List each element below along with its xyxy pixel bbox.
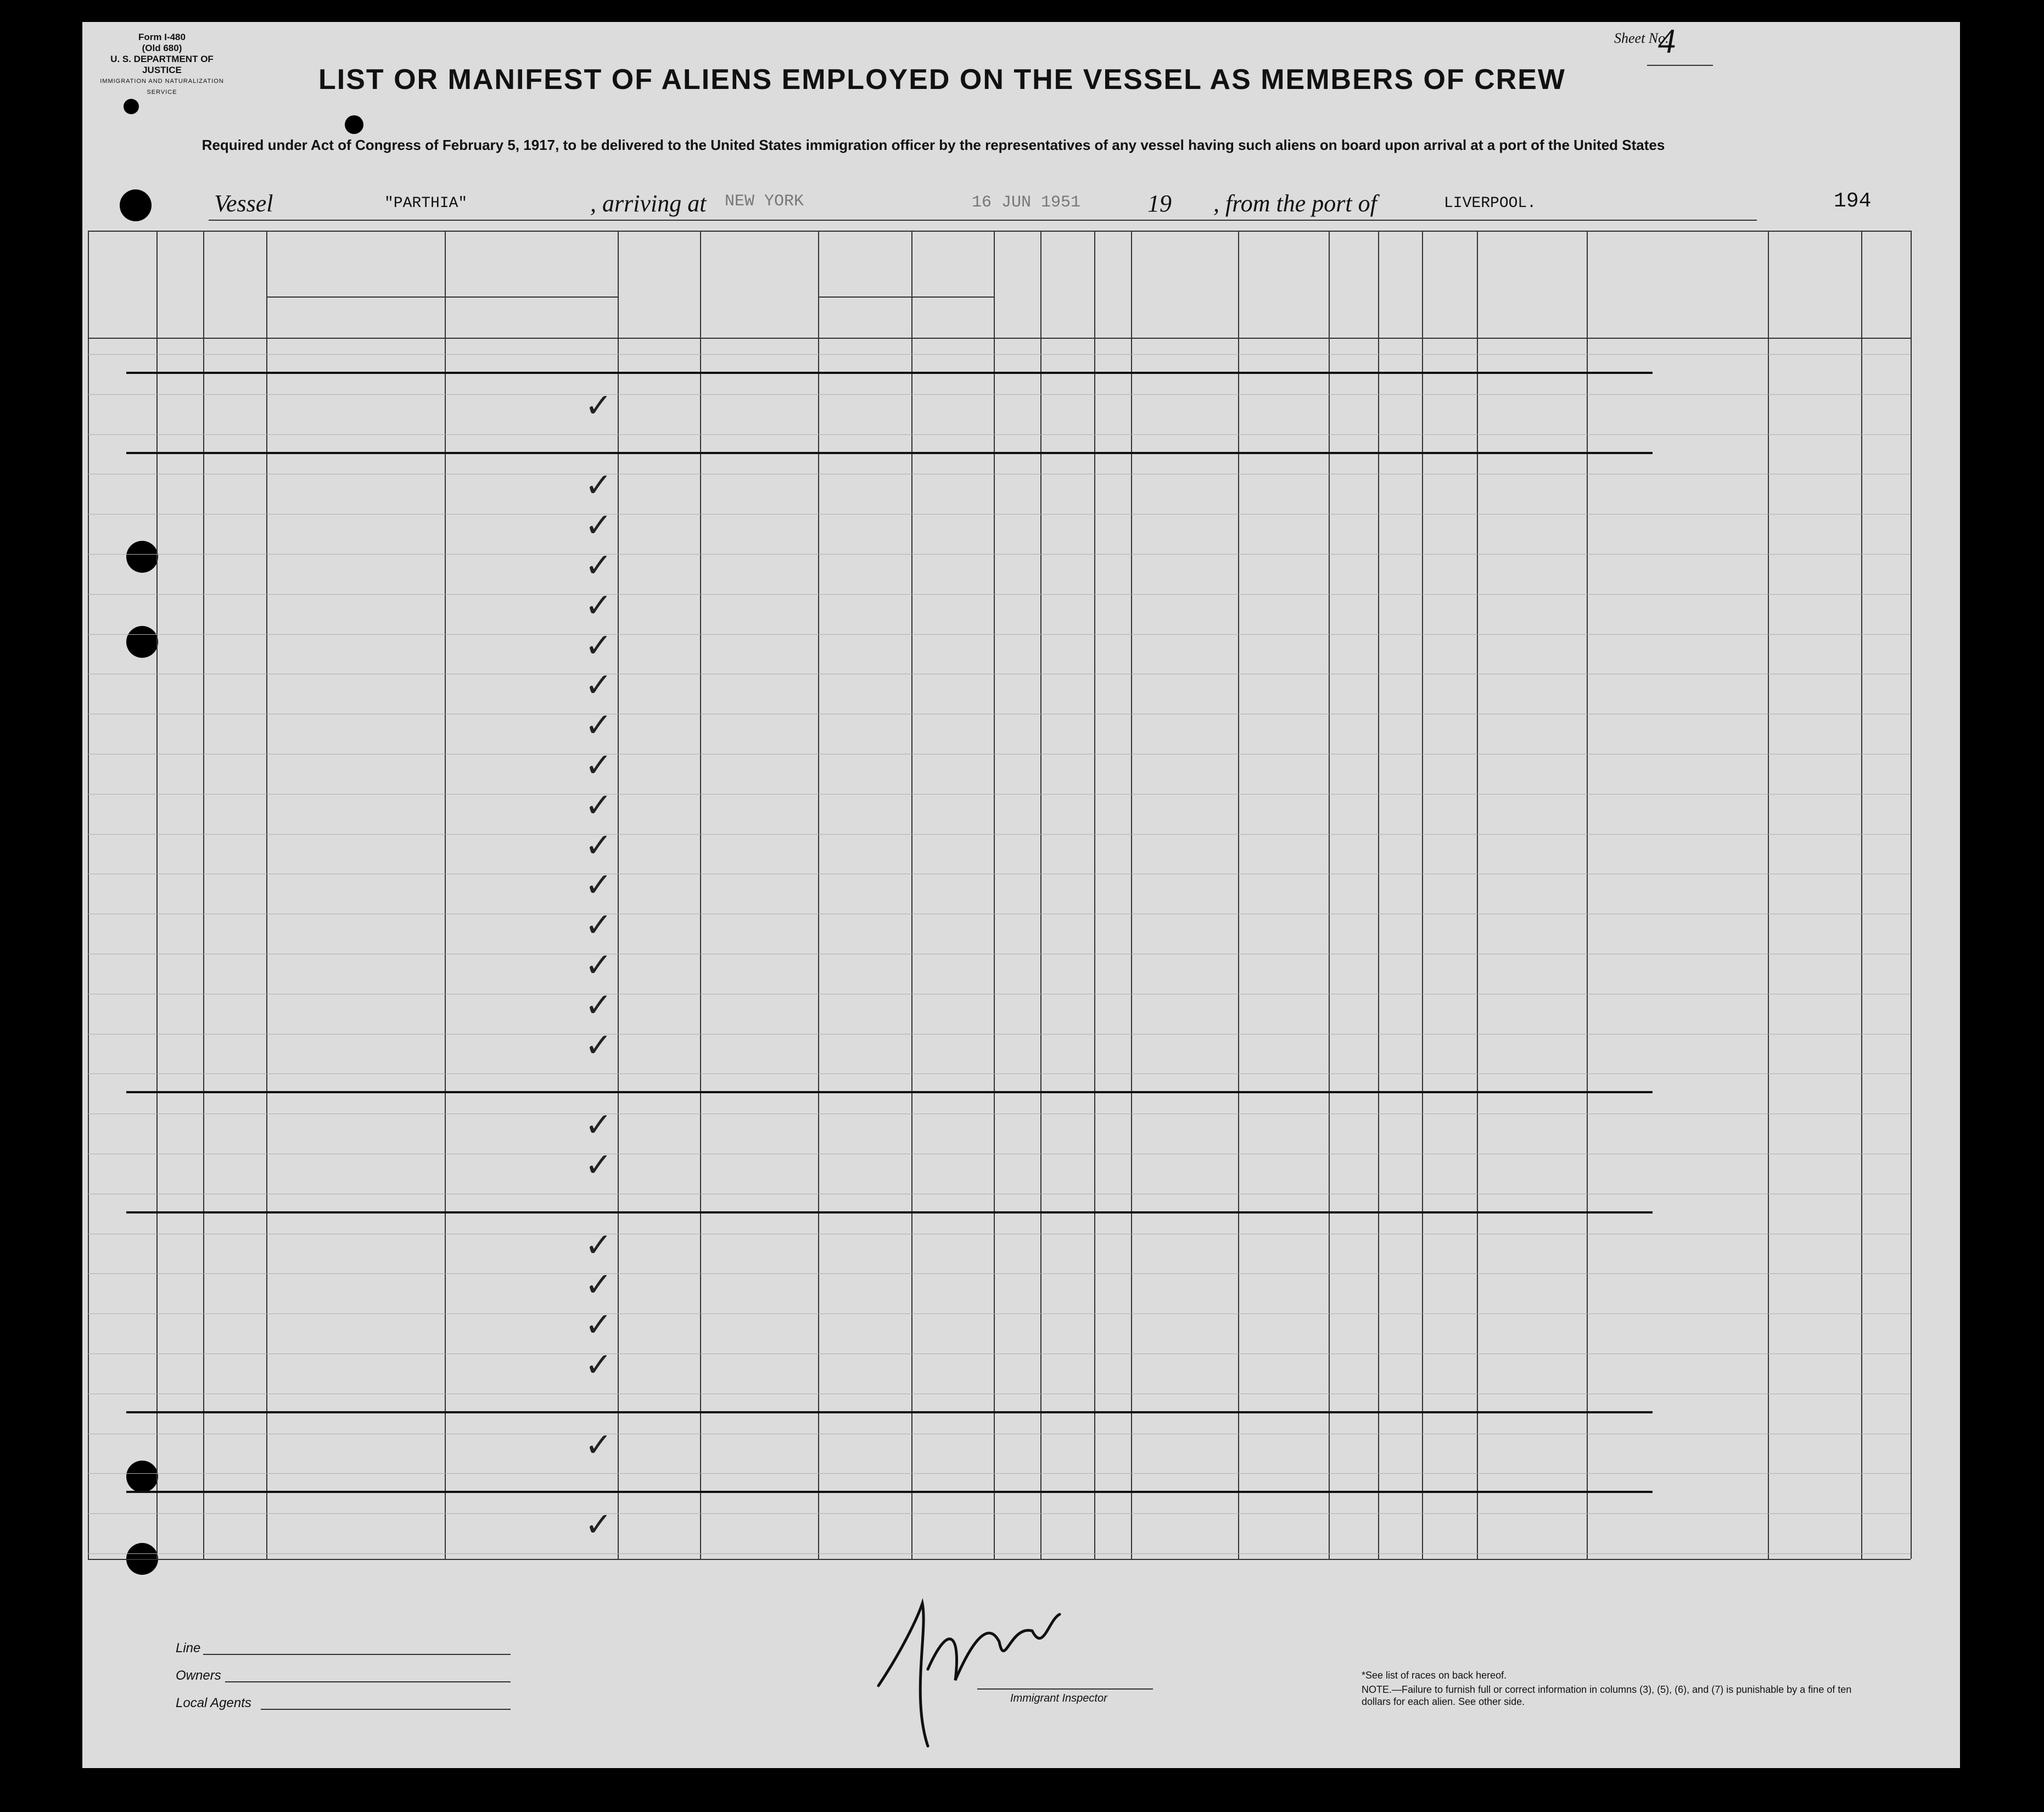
arriving-port: NEW YORK xyxy=(725,192,804,211)
table-header-border xyxy=(88,338,1911,339)
punch-hole xyxy=(126,541,158,573)
vessel-label: Vessel xyxy=(214,190,273,217)
row-rule xyxy=(88,794,1911,795)
column-divider xyxy=(1861,231,1862,1559)
check-mark: ✓ xyxy=(585,666,613,705)
column-divider xyxy=(266,231,267,1559)
form-number: Form I-480 xyxy=(138,32,186,42)
row-rule xyxy=(88,634,1911,635)
manifest-sheet xyxy=(82,22,1960,1768)
race-footnote: *See list of races on back hereof. xyxy=(1362,1670,1507,1681)
column-divider xyxy=(1238,231,1239,1559)
check-mark: ✓ xyxy=(585,1506,613,1545)
vessel-name: "PARTHIA" xyxy=(384,195,468,212)
form-identifier xyxy=(96,32,228,98)
check-mark: ✓ xyxy=(585,986,613,1025)
row-rule xyxy=(88,1273,1911,1274)
strike-line xyxy=(126,1411,1653,1413)
column-divider xyxy=(1768,231,1769,1559)
punch-hole xyxy=(124,99,139,114)
row-rule xyxy=(88,834,1911,835)
owners-underline xyxy=(225,1681,511,1682)
column-divider xyxy=(1587,231,1588,1559)
arriving-label: , arriving at xyxy=(590,190,707,217)
vessel-underline xyxy=(209,220,1757,221)
row-rule xyxy=(88,1513,1911,1514)
year-label: 19 xyxy=(1147,190,1172,217)
check-mark: ✓ xyxy=(585,746,613,785)
column-divider xyxy=(1131,231,1132,1559)
check-mark: ✓ xyxy=(585,506,613,545)
inspector-signature xyxy=(867,1587,1065,1763)
line-label: Line xyxy=(176,1641,201,1656)
name-subcolumn-divider xyxy=(445,297,446,1559)
row-rule xyxy=(88,434,1911,435)
column-divider xyxy=(700,231,701,1559)
column-divider xyxy=(1329,231,1330,1559)
check-mark: ✓ xyxy=(585,786,613,825)
check-mark: ✓ xyxy=(585,1425,613,1464)
check-mark: ✓ xyxy=(585,826,613,865)
agents-underline xyxy=(261,1709,511,1710)
department-name: U. S. DEPARTMENT OF JUSTICE xyxy=(110,54,214,75)
check-mark: ✓ xyxy=(585,466,613,505)
column-divider xyxy=(1477,231,1478,1559)
row-rule xyxy=(88,1553,1911,1554)
shipped-subheader-border xyxy=(818,297,994,298)
check-mark: ✓ xyxy=(585,1266,613,1305)
column-divider xyxy=(203,231,204,1559)
strike-line xyxy=(126,372,1653,374)
row-rule xyxy=(88,1313,1911,1314)
row-rule xyxy=(88,1473,1911,1474)
page-subtitle: Required under Act of Congress of February 5, 1917, to be delivered to the United States immigration officer by the representatives of any vessel having such aliens on board upon arrival at a port of the United States xyxy=(201,137,1665,153)
column-divider xyxy=(994,231,995,1559)
check-mark: ✓ xyxy=(585,946,613,985)
punch-hole xyxy=(120,189,152,221)
inspector-label: Immigrant Inspector xyxy=(1010,1692,1107,1704)
check-mark: ✓ xyxy=(585,1346,613,1384)
check-mark: ✓ xyxy=(585,1106,613,1145)
row-rule xyxy=(88,1073,1911,1074)
name-subheader-border xyxy=(266,297,618,298)
from-port-label: , from the port of xyxy=(1213,190,1377,217)
page-title: LIST OR MANIFEST OF ALIENS EMPLOYED ON THE VESSEL AS MEMBERS OF CREW xyxy=(318,64,1566,96)
check-mark: ✓ xyxy=(585,1306,613,1345)
column-divider xyxy=(156,231,158,1559)
row-rule xyxy=(88,594,1911,595)
column-divider xyxy=(1911,231,1912,1559)
page-reference: 194 xyxy=(1834,189,1872,213)
check-mark: ✓ xyxy=(585,546,613,585)
line-underline xyxy=(203,1654,511,1655)
local-agents-label: Local Agents xyxy=(176,1696,251,1710)
sheet-underline xyxy=(1647,65,1713,66)
owners-label: Owners xyxy=(176,1668,221,1683)
punch-hole xyxy=(126,626,158,658)
column-divider xyxy=(1094,231,1095,1559)
column-divider xyxy=(1378,231,1379,1559)
check-mark: ✓ xyxy=(585,626,613,665)
column-divider xyxy=(1040,231,1041,1559)
column-divider xyxy=(88,231,89,1559)
check-mark: ✓ xyxy=(585,386,613,425)
shipped-subcolumn-divider xyxy=(911,297,912,1559)
column-divider xyxy=(1422,231,1423,1559)
column-divider xyxy=(618,231,619,1559)
column-divider xyxy=(818,231,819,1559)
date-stamp: 16 JUN 1951 xyxy=(972,193,1081,212)
table-bottom-border xyxy=(88,1559,1911,1560)
row-rule xyxy=(88,354,1911,355)
inspector-underline xyxy=(977,1688,1153,1690)
sheet-number-label: Sheet No. xyxy=(1614,30,1669,46)
strike-line xyxy=(126,1211,1653,1213)
check-mark: ✓ xyxy=(585,586,613,625)
check-mark: ✓ xyxy=(585,1026,613,1065)
punch-hole xyxy=(345,115,363,134)
punch-hole xyxy=(126,1461,158,1492)
table-top-border xyxy=(88,231,1911,232)
strike-line xyxy=(126,1091,1653,1093)
from-port: LIVERPOOL. xyxy=(1444,195,1537,212)
row-rule xyxy=(88,554,1911,555)
check-mark: ✓ xyxy=(585,706,613,745)
penalty-note: NOTE.—Failure to furnish full or correct information in columns (3), (5), (6), and (7) is punishable by a fine of ten dollars for each alien. See other side. xyxy=(1362,1684,1852,1707)
sheet-number: 4 xyxy=(1658,21,1676,60)
check-mark: ✓ xyxy=(585,1226,613,1265)
old-form-number: (Old 680) xyxy=(142,43,182,53)
row-rule xyxy=(88,394,1911,395)
check-mark: ✓ xyxy=(585,866,613,905)
service-name: IMMIGRATION AND NATURALIZATION SERVICE xyxy=(100,78,224,96)
check-mark: ✓ xyxy=(585,1146,613,1184)
strike-line xyxy=(126,452,1653,454)
strike-line xyxy=(126,1491,1653,1493)
check-mark: ✓ xyxy=(585,906,613,945)
